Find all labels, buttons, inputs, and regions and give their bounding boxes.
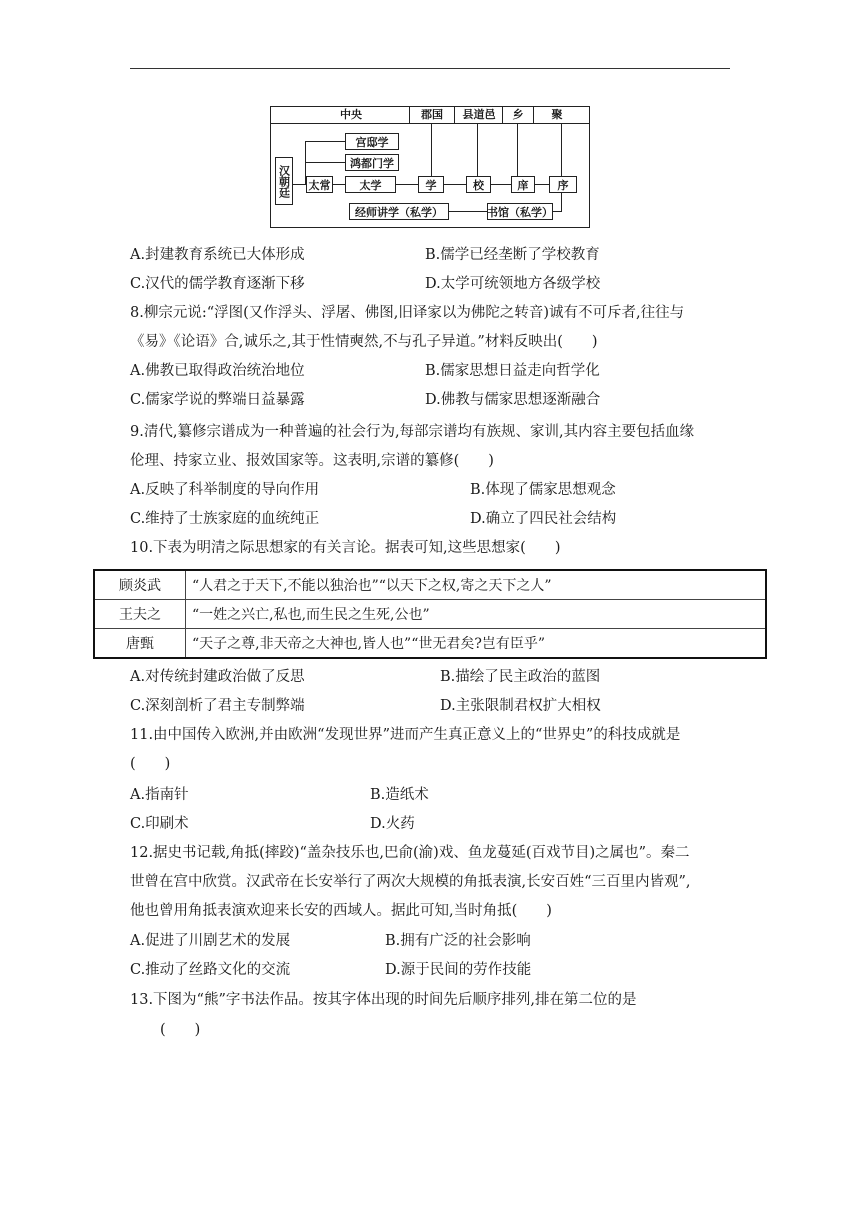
thinker-name: 唐甄	[94, 629, 186, 659]
q9-option-b: B.体现了儒家思想观念	[470, 482, 616, 498]
xue-box: 学	[418, 176, 444, 193]
q8-option-d: D.佛教与儒家思想逐渐融合	[425, 392, 601, 408]
q13-stem-line2: ( )	[160, 1022, 201, 1038]
q9-option-a: A.反映了科举制度的导向作用	[130, 482, 320, 498]
q12-option-c: C.推动了丝路文化的交流	[130, 962, 291, 978]
q12-stem-line3: 他也曾用角抵表演欢迎来长安的西域人。据此可知,当时角抵( )	[130, 903, 552, 919]
q10-quote-table	[93, 569, 767, 659]
header-central: 中央	[340, 108, 362, 121]
q12-stem-line1: 12.据史书记载,角抵(摔跤)“盖杂技乐也,巴俞(渝)戏、鱼龙蔓延(百戏节目)之属也”。秦二	[130, 845, 690, 861]
taichang-box: 太常	[306, 176, 333, 193]
q10-stem: 10.下表为明清之际思想家的有关言论。据表可知,这些思想家( )	[130, 540, 561, 556]
q10-option-c: C.深刻剖析了君主专制弊端	[130, 698, 305, 714]
q10-option-b: B.描绘了民主政治的蓝图	[440, 669, 601, 685]
table-row	[94, 570, 766, 600]
thinker-name: 顾炎武	[94, 570, 186, 600]
q13-stem-line1: 13.下图为“熊”字书法作品。按其字体出现的时间先后顺序排列,排在第二位的是	[130, 992, 637, 1008]
gongdi-school-box: 宫邸学	[345, 133, 399, 150]
header-commandery: 郡国	[421, 108, 443, 121]
han-court-box: 汉朝廷	[275, 157, 293, 205]
table-row	[94, 629, 766, 659]
q11-stem-line1: 11.由中国传入欧洲,并由欧洲“发现世界”进而产生真正意义上的“世界史”的科技成就是	[130, 727, 681, 743]
xiang-box: 庠	[511, 176, 535, 193]
table-row	[94, 600, 766, 629]
diagram-header-rule	[271, 123, 589, 124]
q10-option-d: D.主张限制君权扩大相权	[440, 698, 601, 714]
q9-stem-line1: 9.清代,纂修宗谱成为一种普遍的社会行为,每部宗谱均有族规、家训,其内容主要包括血缘	[130, 424, 695, 440]
q9-stem-line2: 伦理、持家立业、报效国家等。这表明,宗谱的纂修( )	[130, 453, 494, 469]
q12-option-a: A.促进了川剧艺术的发展	[130, 933, 291, 949]
thinker-quote: “天子之尊,非天帝之大神也,皆人也”“世无君矣?岂有臣乎”	[186, 629, 767, 659]
header-village: 聚	[551, 108, 563, 121]
q9-option-d: D.确立了四民社会结构	[470, 511, 617, 527]
q7-option-d: D.太学可统领地方各级学校	[425, 276, 601, 292]
q8-option-c: C.儒家学说的弊端日益暴露	[130, 392, 305, 408]
q8-stem-line2: 《易》《论语》合,诚乐之,其于性情奭然,不与孔子异道。”材料反映出( )	[130, 334, 598, 350]
q8-stem-line1: 8.柳宗元说:“浮图(又作浮头、浮屠、佛图,旧译家以为佛陀之转音)诚有不可斥者,往往与	[130, 305, 685, 321]
q11-option-a: A.指南针	[130, 787, 189, 803]
taixue-box: 太学	[345, 176, 396, 193]
header-rule	[130, 68, 730, 69]
q11-option-c: C.印刷术	[130, 816, 189, 832]
thinker-name: 王夫之	[94, 600, 186, 629]
hongdu-school-box: 鸿都门学	[345, 154, 399, 171]
thinker-quote: “人君之于天下,不能以独治也”“以天下之权,寄之天下之人”	[186, 570, 767, 600]
thinker-quote: “一姓之兴亡,私也,而生民之生死,公也”	[186, 600, 767, 629]
q11-option-d: D.火药	[370, 816, 415, 832]
q10-option-a: A.对传统封建政治做了反思	[130, 669, 305, 685]
q8-option-a: A.佛教已取得政治统治地位	[130, 363, 305, 379]
education-system-diagram	[270, 106, 590, 228]
header-county: 县道邑	[462, 108, 496, 121]
q12-stem-line2: 世曾在宫中欣赏。汉武帝在长安举行了两次大规模的角抵表演,长安百姓“三百里内皆观”,	[130, 874, 691, 890]
q8-option-b: B.儒家思想日益走向哲学化	[425, 363, 600, 379]
q7-option-c: C.汉代的儒学教育逐渐下移	[130, 276, 305, 292]
q12-option-b: B.拥有广泛的社会影响	[385, 933, 531, 949]
shuguan-private-box: 书馆（私学）	[487, 203, 553, 220]
q7-option-a: A.封建教育系统已大体形成	[130, 247, 305, 263]
q9-option-c: C.维持了士族家庭的血统纯正	[130, 511, 320, 527]
q11-stem-line2: ( )	[130, 756, 171, 772]
jingshi-private-box: 经师讲学（私学）	[349, 203, 449, 220]
xiao-box: 校	[466, 176, 491, 193]
header-township: 乡	[512, 108, 524, 121]
q11-option-b: B.造纸术	[370, 787, 429, 803]
xu-box: 序	[549, 176, 577, 193]
q7-option-b: B.儒学已经垄断了学校教育	[425, 247, 600, 263]
q12-option-d: D.源于民间的劳作技能	[385, 962, 532, 978]
